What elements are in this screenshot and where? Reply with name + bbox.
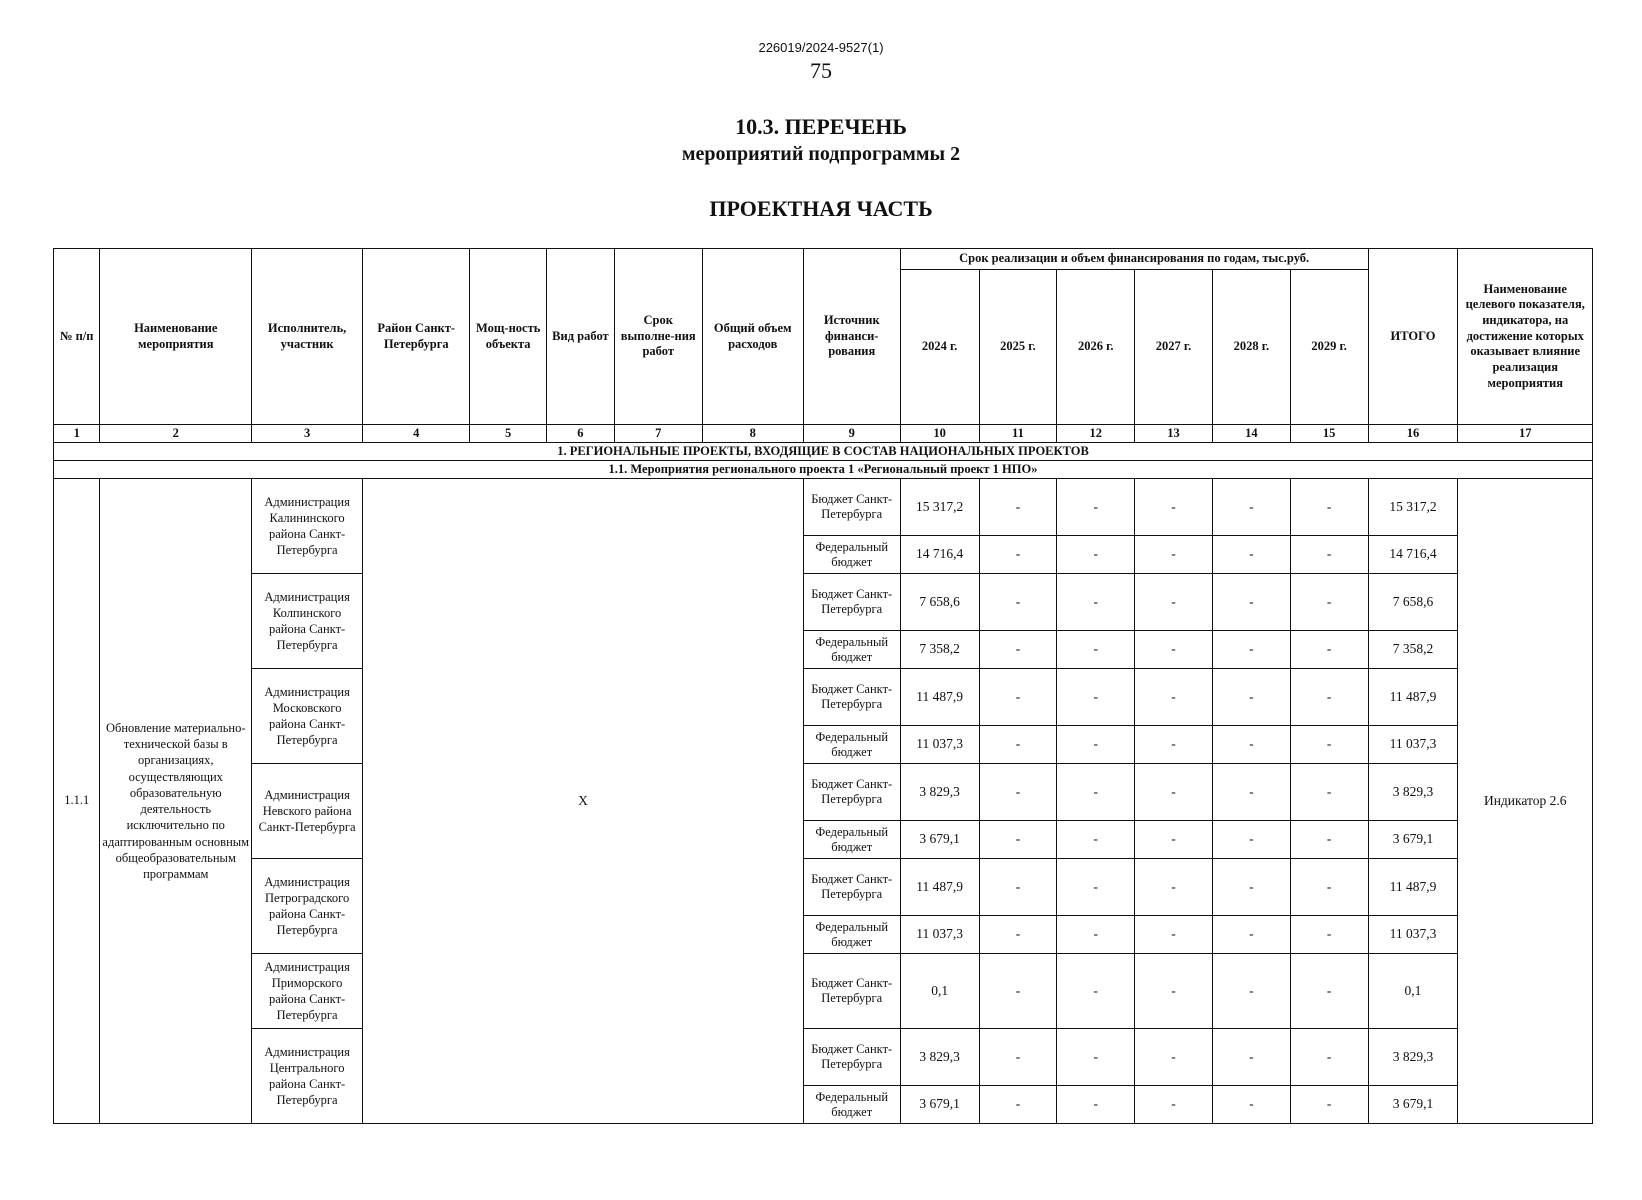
total-value: 3 829,3: [1368, 764, 1458, 821]
empty-year-value: -: [979, 1086, 1057, 1124]
empty-year-value: -: [979, 574, 1057, 631]
item-name-cell: Обновление материально-технической базы в организациях, осуществляющих образовательную деятельность исключительно по адаптированным основным общеобразовательным программам: [100, 479, 252, 1124]
column-number: 11: [979, 425, 1057, 443]
table-row: [54, 954, 1593, 1029]
empty-year-value: -: [1290, 536, 1368, 574]
empty-year-value: -: [979, 1029, 1057, 1086]
funding-source-cell: Федеральный бюджет: [803, 726, 900, 764]
empty-year-value: -: [1212, 916, 1290, 954]
total-value: 3 679,1: [1368, 821, 1458, 859]
funding-source-cell: Бюджет Санкт-Петербурга: [803, 669, 900, 726]
empty-year-value: -: [1212, 669, 1290, 726]
empty-year-value: -: [1135, 669, 1213, 726]
measures-table: [53, 248, 1593, 1124]
column-number: 5: [470, 425, 547, 443]
empty-year-value: -: [1212, 536, 1290, 574]
empty-year-value: -: [979, 536, 1057, 574]
table-row: [54, 1029, 1593, 1086]
column-number: 9: [803, 425, 900, 443]
column-number: 16: [1368, 425, 1458, 443]
empty-year-value: -: [1212, 726, 1290, 764]
empty-year-value: -: [979, 669, 1057, 726]
empty-year-value: -: [1290, 859, 1368, 916]
empty-year-value: -: [1057, 479, 1135, 536]
merged-x-cell: X: [363, 479, 804, 1124]
empty-year-value: -: [1135, 536, 1213, 574]
empty-year-value: -: [1212, 479, 1290, 536]
header-executor: Исполнитель, участник: [252, 249, 363, 425]
empty-year-value: -: [1135, 631, 1213, 669]
executor-cell: Администрация Приморского района Санкт-Петербурга: [252, 954, 363, 1029]
empty-year-value: -: [1057, 1086, 1135, 1124]
table-row: [54, 859, 1593, 916]
empty-year-value: -: [1057, 916, 1135, 954]
subsection-heading: 1.1. Мероприятия регионального проекта 1 «Региональный проект 1 НПО»: [54, 461, 1593, 479]
column-number: 14: [1212, 425, 1290, 443]
executor-cell: Администрация Центрального района Санкт-Петербурга: [252, 1029, 363, 1124]
year-2024-value: 3 679,1: [900, 1086, 979, 1124]
column-number: 13: [1135, 425, 1213, 443]
header-total-volume: Общий объем расходов: [702, 249, 803, 425]
column-number: 10: [900, 425, 979, 443]
funding-source-cell: Бюджет Санкт-Петербурга: [803, 859, 900, 916]
year-2024-value: 3 829,3: [900, 764, 979, 821]
total-value: 3 679,1: [1368, 1086, 1458, 1124]
empty-year-value: -: [979, 821, 1057, 859]
header-years-group: Срок реализации и объем финансирования по годам, тыс.руб.: [900, 249, 1368, 270]
header-year: 2025 г.: [979, 270, 1057, 425]
year-2024-value: 11 037,3: [900, 726, 979, 764]
empty-year-value: -: [1135, 916, 1213, 954]
empty-year-value: -: [1290, 726, 1368, 764]
column-number: 12: [1057, 425, 1135, 443]
empty-year-value: -: [1290, 821, 1368, 859]
year-2024-value: 3 829,3: [900, 1029, 979, 1086]
header-year: 2024 г.: [900, 270, 979, 425]
column-number: 4: [363, 425, 470, 443]
table-row: [54, 764, 1593, 821]
year-2024-value: 11 487,9: [900, 859, 979, 916]
empty-year-value: -: [1057, 1029, 1135, 1086]
total-value: 11 037,3: [1368, 916, 1458, 954]
empty-year-value: -: [1212, 859, 1290, 916]
funding-source-cell: Бюджет Санкт-Петербурга: [803, 574, 900, 631]
empty-year-value: -: [979, 859, 1057, 916]
empty-year-value: -: [1212, 1086, 1290, 1124]
empty-year-value: -: [1290, 669, 1368, 726]
table-body: [54, 443, 1593, 1124]
empty-year-value: -: [1212, 574, 1290, 631]
indicator-cell: Индикатор 2.6: [1458, 479, 1593, 1124]
empty-year-value: -: [1057, 859, 1135, 916]
year-2024-value: 0,1: [900, 954, 979, 1029]
document-subtitle: мероприятий подпрограммы 2: [681, 143, 961, 165]
empty-year-value: -: [1212, 954, 1290, 1029]
funding-source-cell: Бюджет Санкт-Петербурга: [803, 764, 900, 821]
empty-year-value: -: [979, 916, 1057, 954]
column-number: 6: [547, 425, 615, 443]
column-number: 2: [100, 425, 252, 443]
header-term: Срок выполне-ния работ: [614, 249, 702, 425]
item-number-cell: 1.1.1: [54, 479, 100, 1124]
empty-year-value: -: [979, 726, 1057, 764]
total-value: 15 317,2: [1368, 479, 1458, 536]
header-num: № п/п: [54, 249, 100, 425]
empty-year-value: -: [1290, 954, 1368, 1029]
table-row: [54, 669, 1593, 726]
column-number: 7: [614, 425, 702, 443]
empty-year-value: -: [1057, 574, 1135, 631]
executor-cell: Администрация Невского района Санкт-Петербурга: [252, 764, 363, 859]
empty-year-value: -: [1135, 1086, 1213, 1124]
empty-year-value: -: [1212, 764, 1290, 821]
year-2024-value: 14 716,4: [900, 536, 979, 574]
header-year: 2028 г.: [1212, 270, 1290, 425]
funding-source-cell: Бюджет Санкт-Петербурга: [803, 1029, 900, 1086]
total-value: 11 487,9: [1368, 859, 1458, 916]
funding-source-cell: Федеральный бюджет: [803, 821, 900, 859]
total-value: 14 716,4: [1368, 536, 1458, 574]
empty-year-value: -: [1135, 954, 1213, 1029]
funding-source-cell: Федеральный бюджет: [803, 916, 900, 954]
empty-year-value: -: [1057, 726, 1135, 764]
empty-year-value: -: [1135, 1029, 1213, 1086]
total-value: 7 658,6: [1368, 574, 1458, 631]
empty-year-value: -: [1057, 764, 1135, 821]
page-number: 75: [810, 58, 832, 83]
header-year: 2027 г.: [1135, 270, 1213, 425]
header-total: ИТОГО: [1368, 249, 1458, 425]
empty-year-value: -: [1135, 726, 1213, 764]
document-title: 10.3. ПЕРЕЧЕНЬ: [735, 114, 907, 139]
column-number: 1: [54, 425, 100, 443]
empty-year-value: -: [1057, 669, 1135, 726]
funding-source-cell: Федеральный бюджет: [803, 1086, 900, 1124]
empty-year-value: -: [979, 631, 1057, 669]
empty-year-value: -: [1290, 1029, 1368, 1086]
empty-year-value: -: [979, 479, 1057, 536]
part-title: ПРОЕКТНАЯ ЧАСТЬ: [709, 196, 933, 221]
empty-year-value: -: [1135, 821, 1213, 859]
column-number-row: [54, 425, 1593, 443]
empty-year-value: -: [1135, 479, 1213, 536]
table-row: [54, 479, 1593, 536]
empty-year-value: -: [1212, 1029, 1290, 1086]
funding-source-cell: Бюджет Санкт-Петербурга: [803, 479, 900, 536]
header-district: Район Санкт-Петербурга: [363, 249, 470, 425]
executor-cell: Администрация Московского района Санкт-Петербурга: [252, 669, 363, 764]
column-number: 15: [1290, 425, 1368, 443]
column-number: 17: [1458, 425, 1593, 443]
funding-source-cell: Федеральный бюджет: [803, 536, 900, 574]
empty-year-value: -: [979, 764, 1057, 821]
total-value: 11 037,3: [1368, 726, 1458, 764]
empty-year-value: -: [1057, 631, 1135, 669]
empty-year-value: -: [1135, 574, 1213, 631]
total-value: 0,1: [1368, 954, 1458, 1029]
funding-source-cell: Федеральный бюджет: [803, 631, 900, 669]
empty-year-value: -: [1290, 631, 1368, 669]
empty-year-value: -: [1057, 536, 1135, 574]
document-number: 226019/2024-9527(1): [758, 40, 884, 55]
empty-year-value: -: [1057, 954, 1135, 1029]
header-year: 2026 г.: [1057, 270, 1135, 425]
header-indicator: Наименование целевого показателя, индикатора, на достижение которых оказывает влияние реализация мероприятия: [1458, 249, 1593, 425]
year-2024-value: 3 679,1: [900, 821, 979, 859]
empty-year-value: -: [1290, 764, 1368, 821]
header-capacity: Мощ-ность объекта: [470, 249, 547, 425]
empty-year-value: -: [1290, 574, 1368, 631]
year-2024-value: 7 358,2: [900, 631, 979, 669]
year-2024-value: 11 037,3: [900, 916, 979, 954]
empty-year-value: -: [1290, 916, 1368, 954]
section-heading: 1. РЕГИОНАЛЬНЫЕ ПРОЕКТЫ, ВХОДЯЩИЕ В СОСТАВ НАЦИОНАЛЬНЫХ ПРОЕКТОВ: [54, 443, 1593, 461]
total-value: 3 829,3: [1368, 1029, 1458, 1086]
header-year: 2029 г.: [1290, 270, 1368, 425]
column-number: 3: [252, 425, 363, 443]
year-2024-value: 7 658,6: [900, 574, 979, 631]
empty-year-value: -: [1135, 859, 1213, 916]
table-row: [54, 574, 1593, 631]
year-2024-value: 11 487,9: [900, 669, 979, 726]
executor-cell: Администрация Калининского района Санкт-Петербурга: [252, 479, 363, 574]
funding-source-cell: Бюджет Санкт-Петербурга: [803, 954, 900, 1029]
year-2024-value: 15 317,2: [900, 479, 979, 536]
total-value: 7 358,2: [1368, 631, 1458, 669]
empty-year-value: -: [979, 954, 1057, 1029]
column-number: 8: [702, 425, 803, 443]
empty-year-value: -: [1057, 821, 1135, 859]
header-name: Наименование мероприятия: [100, 249, 252, 425]
executor-cell: Администрация Колпинского района Санкт-Петербурга: [252, 574, 363, 669]
empty-year-value: -: [1212, 821, 1290, 859]
header-work-type: Вид работ: [547, 249, 615, 425]
empty-year-value: -: [1290, 479, 1368, 536]
empty-year-value: -: [1212, 631, 1290, 669]
empty-year-value: -: [1135, 764, 1213, 821]
empty-year-value: -: [1290, 1086, 1368, 1124]
header-source: Источник финанси-рования: [803, 249, 900, 425]
total-value: 11 487,9: [1368, 669, 1458, 726]
executor-cell: Администрация Петроградского района Санкт-Петербурга: [252, 859, 363, 954]
